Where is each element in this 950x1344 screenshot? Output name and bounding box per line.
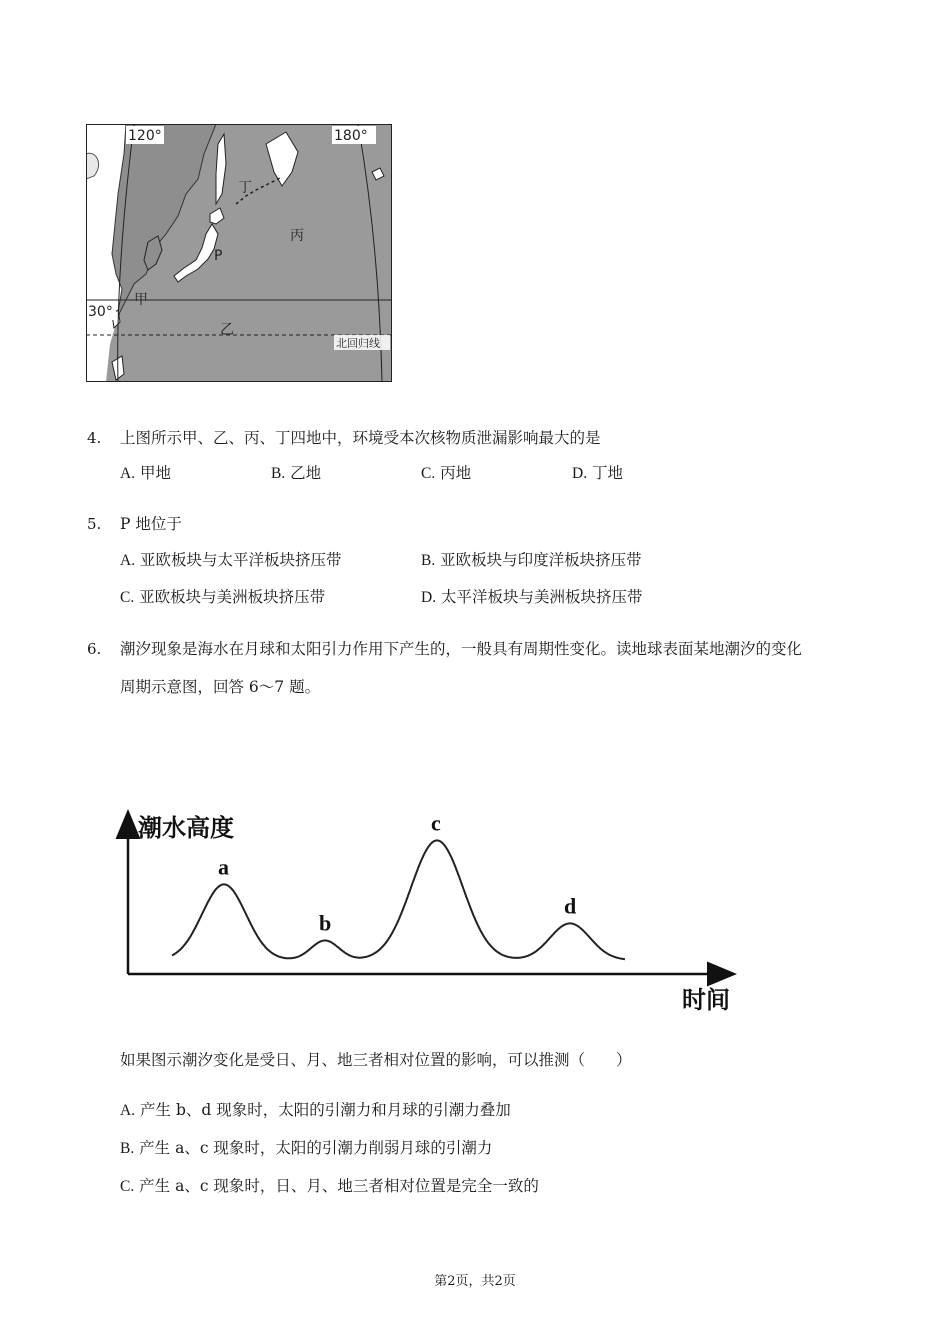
option-text: 乙地	[290, 464, 322, 482]
peak-label-b: b	[319, 910, 332, 936]
q6-stem-line2: 周期示意图，回答 6～7 题。	[120, 678, 321, 696]
x-axis-label: 时间	[682, 986, 730, 1014]
q6-stem-line1: 潮汐现象是海水在月球和太阳引力作用下产生的，一般具有周期性变化。读地球表面某地潮汐的变化	[120, 640, 803, 658]
q4-option-d[interactable]	[572, 463, 623, 484]
q6-option-a[interactable]	[120, 1100, 511, 1121]
option-letter: C.	[120, 589, 135, 606]
label-p: P	[214, 248, 223, 264]
east-asia-map	[86, 124, 392, 382]
peak-label-a: a	[218, 854, 229, 880]
lon-180-label: 180°	[334, 128, 368, 144]
q5-option-a[interactable]	[120, 550, 342, 571]
q5-option-c[interactable]	[120, 587, 325, 608]
page-footer: 第2页，共2页	[434, 1274, 516, 1289]
q4-option-a[interactable]	[120, 463, 171, 484]
tide-chart-svg	[110, 800, 750, 1015]
label-ding: 丁	[238, 180, 252, 196]
option-letter: C.	[421, 465, 436, 482]
q6-option-b[interactable]	[120, 1138, 492, 1159]
option-letter: A.	[120, 465, 136, 482]
option-text: 甲地	[140, 464, 172, 482]
option-letter: D.	[572, 465, 588, 482]
y-axis-label: 潮水高度	[138, 814, 234, 842]
q4-option-b[interactable]	[271, 463, 321, 484]
option-letter: D.	[421, 589, 437, 606]
q4-option-c[interactable]	[421, 463, 471, 484]
tide-curve	[172, 840, 625, 959]
option-text: 丙地	[440, 464, 472, 482]
q5-option-b[interactable]	[421, 550, 642, 571]
option-text: 产生 a、c 现象时，日、月、地三者相对位置是完全一致的	[139, 1177, 539, 1195]
option-text: 产生 a、c 现象时，太阳的引潮力削弱月球的引潮力	[139, 1139, 493, 1157]
q5-option-d[interactable]	[421, 587, 643, 608]
option-text: 丁地	[592, 464, 624, 482]
label-yi: 乙	[220, 322, 234, 338]
q5-stem: P 地位于	[120, 515, 182, 533]
option-letter: C.	[120, 1178, 135, 1195]
label-bing: 丙	[290, 228, 304, 244]
option-letter: B.	[120, 1140, 135, 1157]
q4-number: 4.	[87, 429, 102, 447]
tide-chart	[110, 800, 750, 1015]
peak-label-c: c	[431, 810, 441, 836]
option-text: 亚欧板块与太平洋板块挤压带	[140, 551, 342, 569]
option-letter: A.	[120, 552, 136, 569]
map-figure	[86, 124, 392, 382]
lat-30-label: 30°	[88, 304, 113, 320]
option-text: 亚欧板块与印度洋板块挤压带	[440, 551, 642, 569]
lon-120-label: 120°	[128, 128, 162, 144]
q6-option-c[interactable]	[120, 1176, 539, 1197]
option-text: 太平洋板块与美洲板块挤压带	[441, 588, 643, 606]
option-letter: A.	[120, 1102, 136, 1119]
tropic-label: 北回归线	[336, 337, 380, 350]
option-letter: B.	[271, 465, 286, 482]
label-jia: 甲	[134, 292, 148, 308]
option-letter: B.	[421, 552, 436, 569]
option-text: 亚欧板块与美洲板块挤压带	[139, 588, 326, 606]
q6-number: 6.	[87, 640, 102, 658]
peak-label-d: d	[564, 893, 577, 919]
q4-stem: 上图所示甲、乙、丙、丁四地中，环境受本次核物质泄漏影响最大的是	[120, 429, 601, 447]
option-text: 产生 b、d 现象时，太阳的引潮力和月球的引潮力叠加	[140, 1101, 511, 1119]
q6-sub-stem: 如果图示潮汐变化是受日、月、地三者相对位置的影响，可以推测（ ）	[120, 1051, 632, 1069]
q5-number: 5.	[87, 515, 102, 533]
